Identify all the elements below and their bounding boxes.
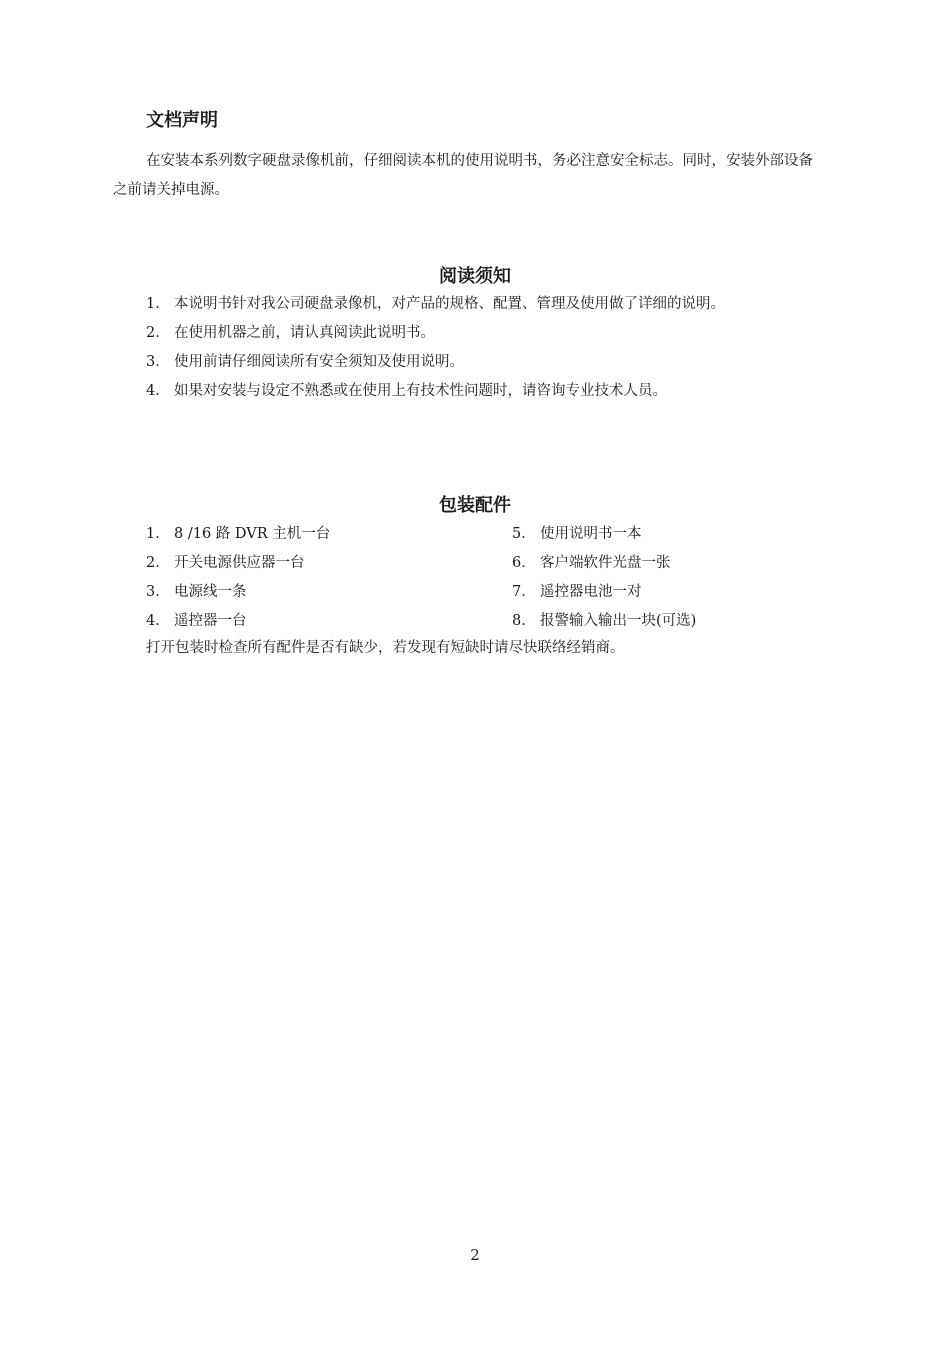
list-item-number: 3． xyxy=(146,354,170,370)
package-item xyxy=(146,553,305,573)
package-item xyxy=(146,582,247,602)
list-item xyxy=(146,294,725,314)
package-item-text: 客户端软件光盘一张 xyxy=(540,555,671,571)
package-item-number: 2． xyxy=(146,555,170,571)
list-item-text: 如果对安装与设定不熟悉或在使用上有技术性问题时，请咨询专业技术人员。 xyxy=(174,383,667,399)
package-item-text: 使用说明书一本 xyxy=(540,526,642,542)
package-note: 打开包装时检查所有配件是否有缺少，若发现有短缺时请尽快联络经销商。 xyxy=(146,640,625,656)
package-item-number: 4． xyxy=(146,613,170,629)
list-item-text: 使用前请仔细阅读所有安全须知及使用说明。 xyxy=(174,354,464,370)
list-item-text: 在使用机器之前，请认真阅读此说明书。 xyxy=(174,325,435,341)
list-item-text: 本说明书针对我公司硬盘录像机，对产品的规格、配置、管理及使用做了详细的说明。 xyxy=(174,296,725,312)
package-item xyxy=(512,582,642,602)
package-item-text: 电源线一条 xyxy=(174,584,247,600)
package-item-text: 报警输入输出一块(可选) xyxy=(540,613,697,629)
doc-statement-paragraph: 在安装本系列数字硬盘录像机前，仔细阅读本机的使用说明书，务必注意安全标志。同时，安装外部设备之前请关掉电源。 xyxy=(113,153,813,198)
package-item-number: 5． xyxy=(512,526,536,542)
package-item-number: 1． xyxy=(146,526,170,542)
doc-statement-heading: 文档声明 xyxy=(146,110,218,131)
list-item xyxy=(146,352,464,372)
page-number: 2 xyxy=(470,1246,480,1264)
package-item-number: 3． xyxy=(146,584,170,600)
package-item-number: 8． xyxy=(512,613,536,629)
package-item-text: 遥控器电池一对 xyxy=(540,584,642,600)
list-item xyxy=(146,381,667,401)
package-item-number: 6． xyxy=(512,555,536,571)
package-item xyxy=(512,553,671,573)
list-item-number: 1． xyxy=(146,296,170,312)
package-item-number: 7． xyxy=(512,584,536,600)
package-item xyxy=(146,611,247,631)
package-heading: 包装配件 xyxy=(439,495,511,516)
list-item-number: 4． xyxy=(146,383,170,399)
list-item xyxy=(146,323,435,343)
package-item xyxy=(512,524,642,544)
package-item xyxy=(512,611,696,631)
package-item-text: 开关电源供应器一台 xyxy=(174,555,305,571)
package-item-text: 8 /16 路 DVR 主机一台 xyxy=(174,526,331,542)
list-item-number: 2． xyxy=(146,325,170,341)
reading-notice-heading: 阅读须知 xyxy=(439,266,511,287)
package-item xyxy=(146,524,330,544)
package-item-text: 遥控器一台 xyxy=(174,613,247,629)
